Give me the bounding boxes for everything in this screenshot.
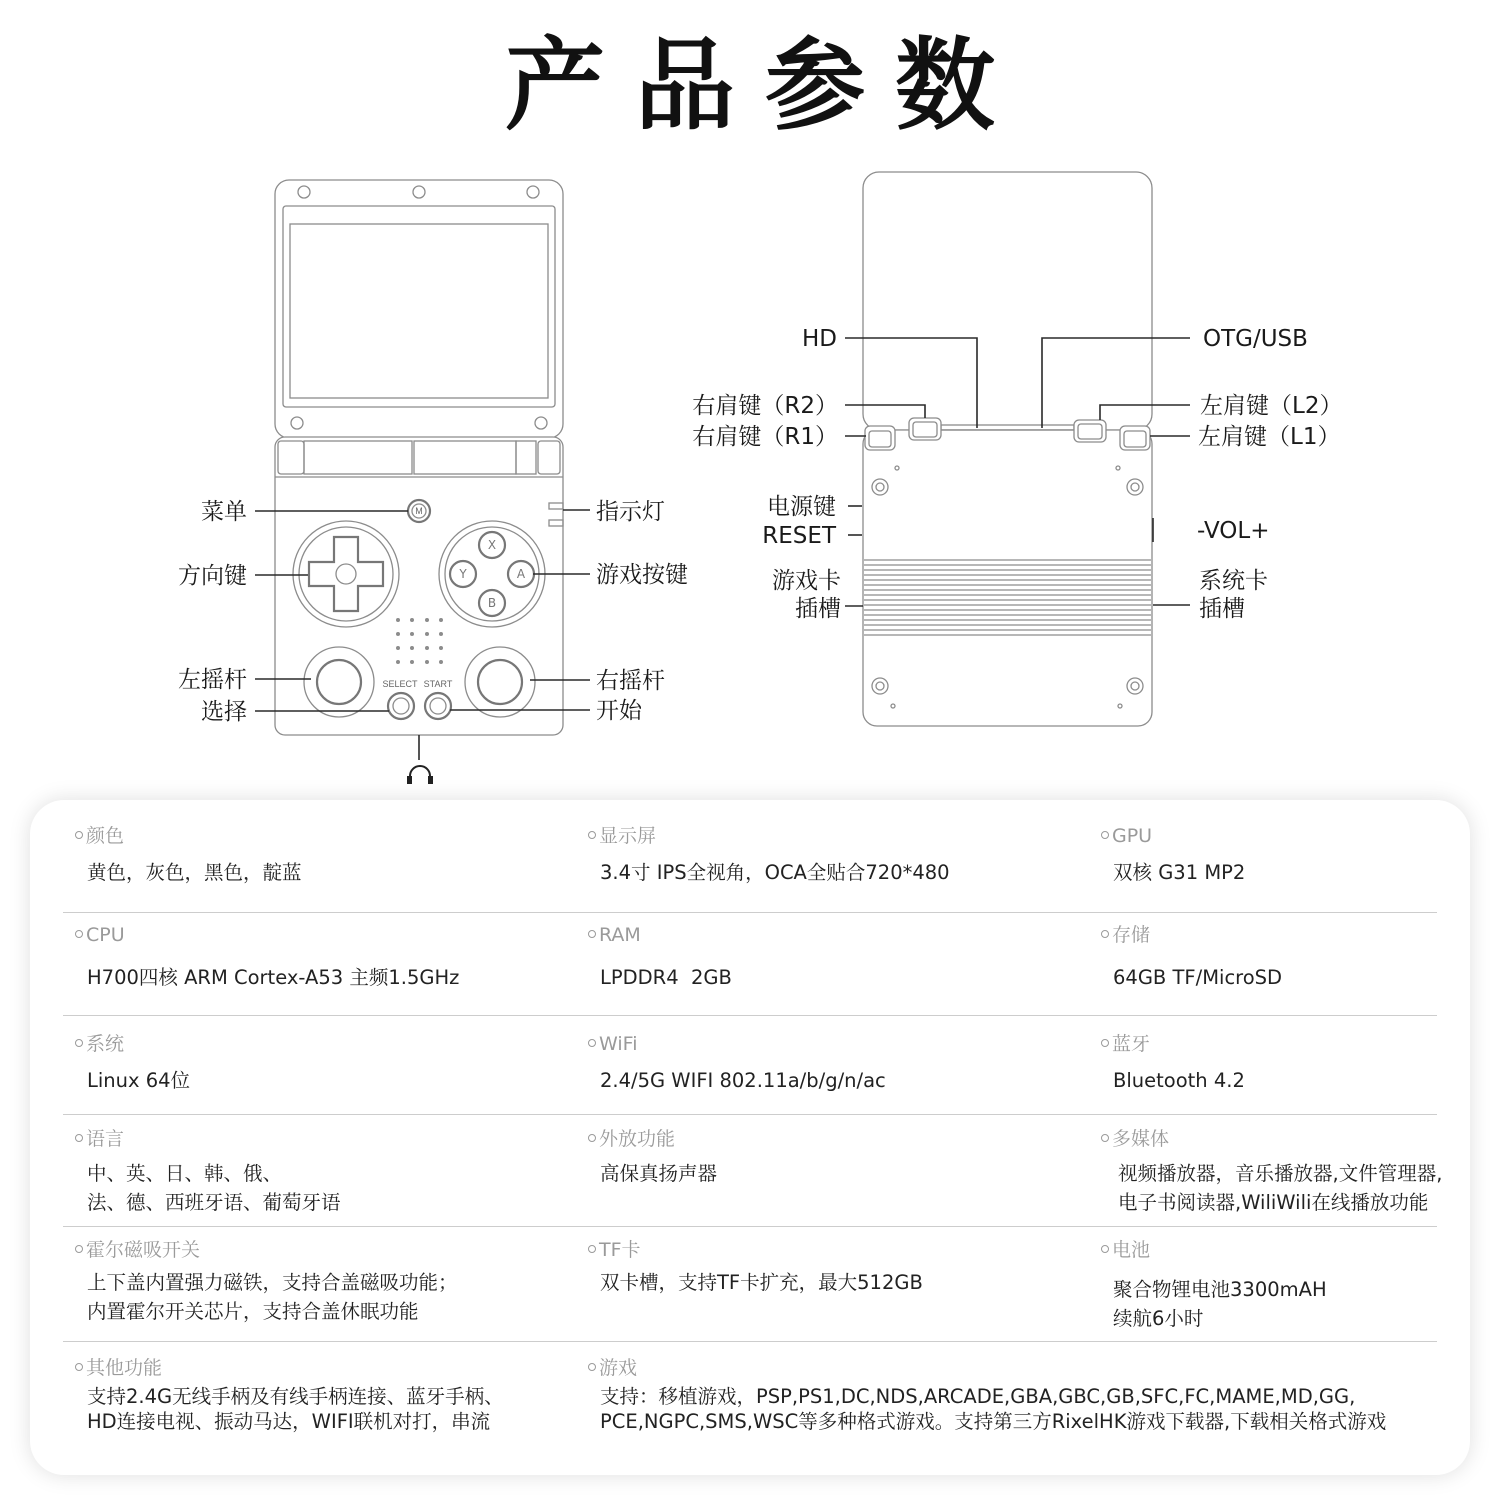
spec-value [75,1159,576,1217]
spec-value-line: 聚合物锂电池3300mAH [1113,1278,1327,1301]
spec-battery [1089,1238,1437,1341]
spec-row [63,912,1437,1015]
spec-value-line: 支持2.4G无线手柄及有线手柄连接、蓝牙手柄、 [87,1385,504,1408]
bullet-circle-icon [588,1245,596,1253]
spec-label [75,1238,576,1262]
spec-value-line: 黄色，灰色，黑色，靛蓝 [87,861,302,884]
spec-cpu [63,923,576,1015]
spec-value-line: Bluetooth 4.2 [1113,1069,1245,1092]
screen [290,224,548,398]
spec-value-line: 中、英、日、韩、俄、 [87,1162,283,1185]
bullet-circle-icon [588,831,596,839]
spec-hall-switch [63,1238,576,1341]
spec-label [588,1127,1089,1151]
spec-label-text: 外放功能 [599,1128,676,1150]
spec-card [30,800,1470,1475]
shoulder-r2[interactable] [909,418,941,440]
spec-display [576,824,1089,912]
headphone-icon [407,766,433,784]
spec-label-text: 语言 [86,1128,125,1150]
spec-gpu [1089,824,1437,912]
b-button[interactable] [479,590,505,616]
spec-label-text: WiFi [599,1033,638,1055]
bullet-circle-icon [75,1134,83,1142]
label-right-stick: 右摇杆 [596,668,665,694]
b-button-mark: B [487,596,497,610]
spec-other-features [63,1356,576,1475]
spec-value-line: 视频播放器，音乐播放器,文件管理器, [1118,1162,1443,1185]
spec-value-line: 高保真扬声器 [600,1162,718,1185]
spec-value-line: 上下盖内置强力磁铁，支持合盖磁吸功能； [87,1271,458,1294]
select-button[interactable] [388,693,414,719]
spec-value-line: 双卡槽，支持TF卡扩充，最大512GB [600,1271,923,1294]
spec-value [75,1268,576,1326]
spec-label [588,1238,1089,1262]
spec-value [588,1159,1089,1188]
label-power: 电源键 [767,494,836,520]
spec-value [588,858,1089,887]
spec-wifi [576,1032,1089,1114]
label-select: 选择 [201,699,247,725]
x-button-mark: X [487,538,497,552]
label-l1: 左肩键（L1） [1198,424,1341,450]
spec-label-text: 显示屏 [599,825,657,847]
spec-value [1101,1066,1437,1095]
spec-language [63,1127,576,1226]
spec-label-text: CPU [86,924,125,946]
bullet-circle-icon [588,930,596,938]
spec-row [63,1226,1437,1341]
spec-label [75,1127,576,1151]
bullet-circle-icon [75,1363,83,1371]
spec-label [1101,1032,1437,1056]
spec-value-line: 支持：移植游戏，PSP,PS1,DC,NDS,ARCADE,GBA,GBC,GB,SFC,FC,MAME,MD,GG, [600,1385,1356,1408]
back-base [863,430,1152,726]
label-r1: 右肩键（R1） [692,424,838,450]
label-system-card-slot-2: 插槽 [1199,596,1245,622]
spec-label [588,923,1089,947]
bullet-circle-icon [75,1245,83,1253]
spec-label [1101,923,1437,947]
spec-value-line: PCE,NGPC,SMS,WSC等多种格式游戏。支持第三方RixelHK游戏下载器,下载相关格式游戏 [600,1410,1387,1433]
spec-label-text: 颜色 [86,825,125,847]
spec-row [63,1114,1443,1226]
spec-label-text: TF卡 [599,1239,641,1261]
start-mark: START [423,679,453,689]
bullet-circle-icon [1101,831,1109,839]
shoulder-r1[interactable] [865,426,895,450]
spec-ram [576,923,1089,1015]
spec-label [1101,1127,1437,1151]
label-otg-usb: OTG/USB [1203,326,1308,352]
label-reset: RESET [762,523,836,549]
shoulder-l1[interactable] [1120,426,1150,450]
spec-row [63,1015,1437,1114]
spec-label-text: RAM [599,924,641,946]
spec-value [1101,963,1437,992]
label-volume: -VOL+ [1197,518,1270,544]
label-indicator: 指示灯 [596,499,665,525]
spec-label [588,824,1089,848]
label-left-stick: 左摇杆 [178,667,247,693]
spec-value-line: 2.4/5G WIFI 802.11a/b/g/n/ac [600,1069,886,1092]
spec-value [588,1066,1089,1095]
y-button-mark: Y [459,567,467,581]
spec-value [1101,858,1437,887]
spec-label [588,1356,1437,1380]
back-lid [863,172,1152,430]
spec-value [588,1384,1437,1434]
spec-value [1101,1159,1443,1217]
spec-label-text: 电池 [1112,1239,1151,1261]
spec-row [63,1341,1437,1475]
select-mark: SELECT [382,679,418,689]
spec-value [75,1384,576,1434]
spec-value-line: 法、德、西班牙语、葡萄牙语 [87,1191,341,1214]
spec-value-line: 内置霍尔开关芯片，支持合盖休眠功能 [87,1300,419,1323]
spec-label [75,824,576,848]
page-title: 产品参数 [505,27,1025,144]
spec-label-text: 存储 [1112,924,1151,946]
spec-label-text: 游戏 [599,1357,638,1379]
bullet-circle-icon [1101,1134,1109,1142]
spec-value [1101,1275,1437,1333]
shoulder-l2[interactable] [1074,420,1106,442]
spec-label [75,923,576,947]
spec-label-text: GPU [1112,825,1153,847]
spec-label-text: 多媒体 [1112,1128,1170,1150]
label-start: 开始 [596,698,642,724]
spec-value [75,963,576,992]
bullet-circle-icon [588,1039,596,1047]
label-system-card-slot-1: 系统卡 [1199,568,1268,594]
label-hd: HD [801,326,837,352]
spec-games [576,1356,1437,1475]
spec-label-text: 系统 [86,1033,125,1055]
x-button[interactable] [479,532,505,558]
bullet-circle-icon [1101,1245,1109,1253]
spec-row [63,800,1437,912]
front-view [178,180,688,784]
back-view [692,172,1342,726]
bullet-circle-icon [75,1039,83,1047]
a-button-mark: A [516,567,526,581]
spec-label-text: 霍尔磁吸开关 [86,1239,201,1261]
spec-value-line: Linux 64位 [87,1069,191,1092]
spec-value-line: 3.4寸 IPS全视角，OCA全贴合720*480 [600,861,950,884]
bullet-circle-icon [1101,1039,1109,1047]
menu-button-mark: M [415,506,423,516]
spec-label [1101,824,1437,848]
spec-value-line: HD连接电视、振动马达，WIFI联机对打，串流 [87,1410,491,1433]
spec-label-text: 蓝牙 [1112,1033,1151,1055]
bullet-circle-icon [1101,930,1109,938]
dpad[interactable] [293,521,399,627]
spec-value-line: H700四核 ARM Cortex-A53 主频1.5GHz [87,966,460,989]
spec-os [63,1032,576,1114]
bullet-circle-icon [588,1134,596,1142]
spec-label [75,1032,576,1056]
label-game-buttons: 游戏按键 [596,562,688,588]
spec-label-text: 其他功能 [86,1357,163,1379]
spec-bluetooth [1089,1032,1437,1114]
spec-value [75,1066,576,1095]
spec-value-line: 64GB TF/MicroSD [1113,966,1283,989]
spec-label [75,1356,576,1380]
y-button[interactable] [450,561,476,587]
a-button[interactable] [508,561,534,587]
bullet-circle-icon [588,1363,596,1371]
label-dpad: 方向键 [178,563,247,589]
spec-value [588,1268,1089,1297]
spec-label [1101,1238,1437,1262]
spec-storage [1089,923,1437,1015]
spec-value-line: 续航6小时 [1113,1307,1204,1330]
spec-value [588,963,1089,992]
spec-color [63,824,576,912]
label-r2: 右肩键（R2） [692,393,838,419]
spec-value-line: 电子书阅读器,WiliWili在线播放功能 [1118,1191,1429,1214]
bullet-circle-icon [75,930,83,938]
spec-tf-card [576,1238,1089,1341]
spec-multimedia [1089,1127,1443,1226]
label-l2: 左肩键（L2） [1200,393,1343,419]
spec-grid [63,800,1443,1475]
spec-value [75,858,576,887]
label-menu: 菜单 [201,499,247,525]
bullet-circle-icon [75,831,83,839]
spec-speaker [576,1127,1089,1226]
label-game-card-slot-2: 插槽 [795,596,841,622]
menu-button[interactable] [408,500,430,522]
spec-value-line: 双核 G31 MP2 [1113,861,1246,884]
spec-label [588,1032,1089,1056]
label-game-card-slot-1: 游戏卡 [772,568,841,594]
start-button[interactable] [425,693,451,719]
spec-value-line: LPDDR4 2GB [600,966,732,989]
